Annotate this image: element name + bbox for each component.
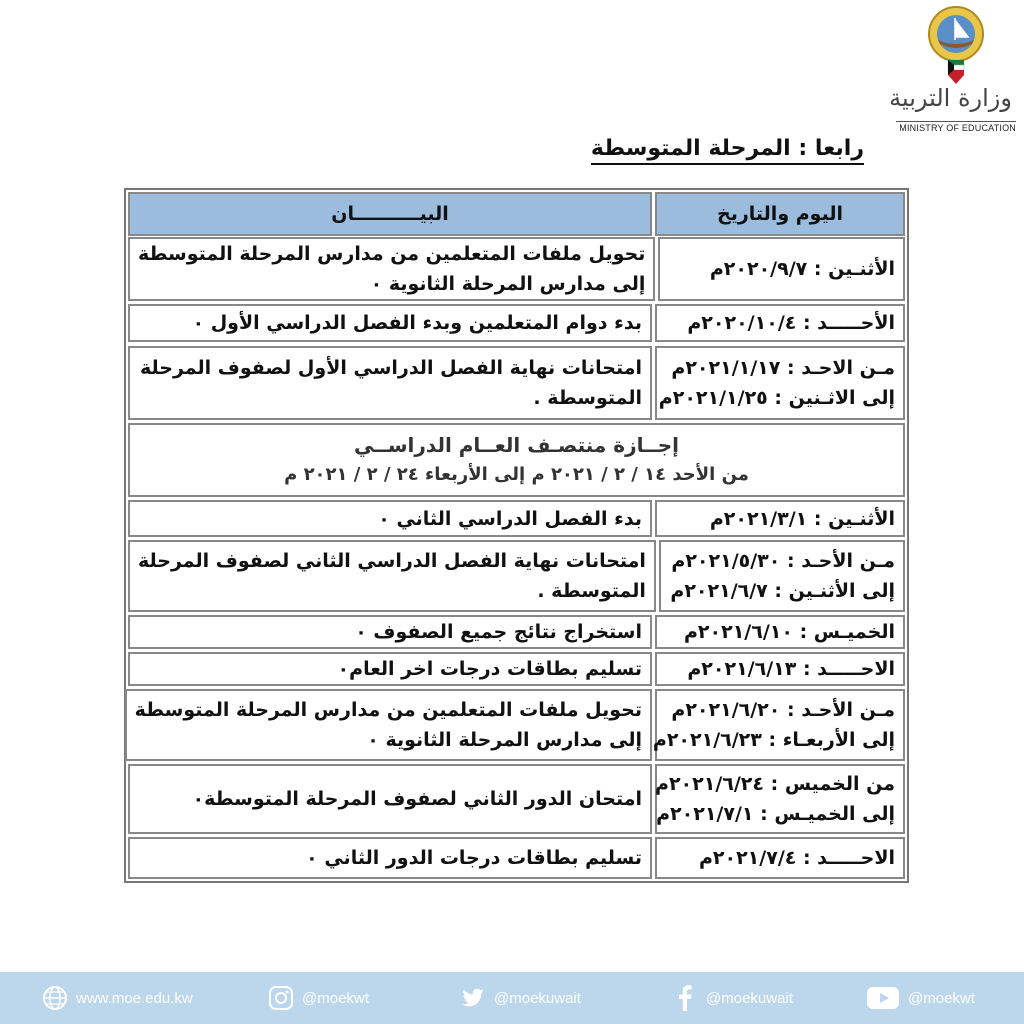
table-row	[128, 615, 905, 649]
row-date: الأحـــــد : ٢٠٢٠/١٠/٤م	[655, 304, 905, 342]
row-date: الاحـــــد : ٢٠٢١/٧/٤م	[655, 837, 905, 879]
youtube-text[interactable]: @moekwt	[908, 989, 975, 1007]
row-description: امتحانات نهاية الفصل الدراسي الثاني لصفوف المرحلة المتوسطة .	[128, 540, 656, 612]
table-row	[128, 652, 905, 686]
table-row	[128, 346, 905, 420]
row-description: امتحان الدور الثاني لصفوف المرحلة المتوسطة٠	[128, 764, 652, 834]
holiday-dates: من الأحد ١٤ / ٢ / ٢٠٢١ م إلى الأربعاء ٢٤ / ٢ / ٢٠٢١ م	[284, 464, 749, 485]
twitter-text[interactable]: @moekuwait	[494, 989, 581, 1007]
footer-website[interactable]	[42, 972, 193, 1024]
row-description: استخراج نتائج جميع الصفوف ٠	[128, 615, 652, 649]
row-description: امتحانات نهاية الفصل الدراسي الأول لصفوف المرحلة المتوسطة .	[128, 346, 652, 420]
youtube-icon	[866, 985, 900, 1011]
row-date: الأثنـين : ٢٠٢١/٣/١م	[655, 500, 905, 537]
holiday-cell	[128, 423, 905, 497]
footer-bar	[0, 972, 1024, 1024]
logo-divider	[896, 121, 1016, 122]
instagram-text[interactable]: @moekwt	[302, 989, 369, 1007]
website-text[interactable]: www.moe.edu.kw	[76, 989, 193, 1007]
row-description: تحويل ملفات المتعلمين من مدارس المرحلة المتوسطة إلى مدارس المرحلة الثانوية ٠	[128, 237, 655, 301]
row-description: تسليم بطاقات درجات الدور الثاني ٠	[128, 837, 652, 879]
header-date: اليوم والتاريخ	[655, 192, 905, 236]
row-description: تحويل ملفات المتعلمين من مدارس المرحلة المتوسطة إلى مدارس المرحلة الثانوية ٠	[125, 689, 652, 761]
kuwait-emblem-icon	[924, 4, 988, 86]
table-row	[128, 237, 905, 301]
row-date: مـن الأحـد : ٢٠٢١/٥/٣٠م إلى الأثنـين : ٢٠٢١/٦/٧م	[659, 540, 905, 612]
row-date: من الخميس : ٢٠٢١/٦/٢٤م إلى الخميـس : ٢٠٢١/٧/١م	[655, 764, 905, 834]
table-row	[128, 540, 905, 612]
holiday-row	[128, 423, 905, 497]
row-description: بدء الفصل الدراسي الثاني ٠	[128, 500, 652, 537]
table-row	[128, 304, 905, 342]
table-row	[128, 689, 905, 761]
facebook-text[interactable]: @moekuwait	[706, 989, 793, 1007]
table-row	[128, 764, 905, 834]
table-row	[128, 500, 905, 537]
row-description: بدء دوام المتعلمين وبدء الفصل الدراسي الأول ٠	[128, 304, 652, 342]
section-title: رابعا : المرحلة المتوسطة	[591, 136, 864, 165]
schedule-table	[124, 188, 909, 883]
header-description: البيــــــــــان	[128, 192, 652, 236]
footer-youtube[interactable]	[866, 972, 975, 1024]
ministry-name-arabic: وزارة التربية	[889, 84, 1012, 112]
table-row	[128, 837, 905, 879]
twitter-icon	[460, 985, 486, 1011]
ministry-name-english: MINISTRY OF EDUCATION	[899, 123, 1016, 133]
globe-icon	[42, 985, 68, 1011]
instagram-icon	[268, 985, 294, 1011]
footer-instagram[interactable]	[268, 972, 369, 1024]
footer-twitter[interactable]	[460, 972, 581, 1024]
row-description: تسليم بطاقات درجات اخر العام٠	[128, 652, 652, 686]
facebook-icon	[672, 985, 698, 1011]
table-header-row	[128, 192, 905, 236]
holiday-title: إجــازة منتصـف العــام الدراســي	[353, 433, 680, 457]
row-date: مـن الاحـد : ٢٠٢١/١/١٧م إلى الاثـنين : ٢٠٢١/١/٢٥م	[655, 346, 905, 420]
row-date: مـن الأحـد : ٢٠٢١/٦/٢٠م إلى الأربعـاء : ٢٠٢١/٦/٢٣م	[655, 689, 905, 761]
row-date: الأثنـين : ٢٠٢٠/٩/٧م	[658, 237, 905, 301]
footer-facebook[interactable]	[672, 972, 793, 1024]
row-date: الخميـس : ٢٠٢١/٦/١٠م	[655, 615, 905, 649]
row-date: الاحـــــد : ٢٠٢١/٦/١٣م	[655, 652, 905, 686]
